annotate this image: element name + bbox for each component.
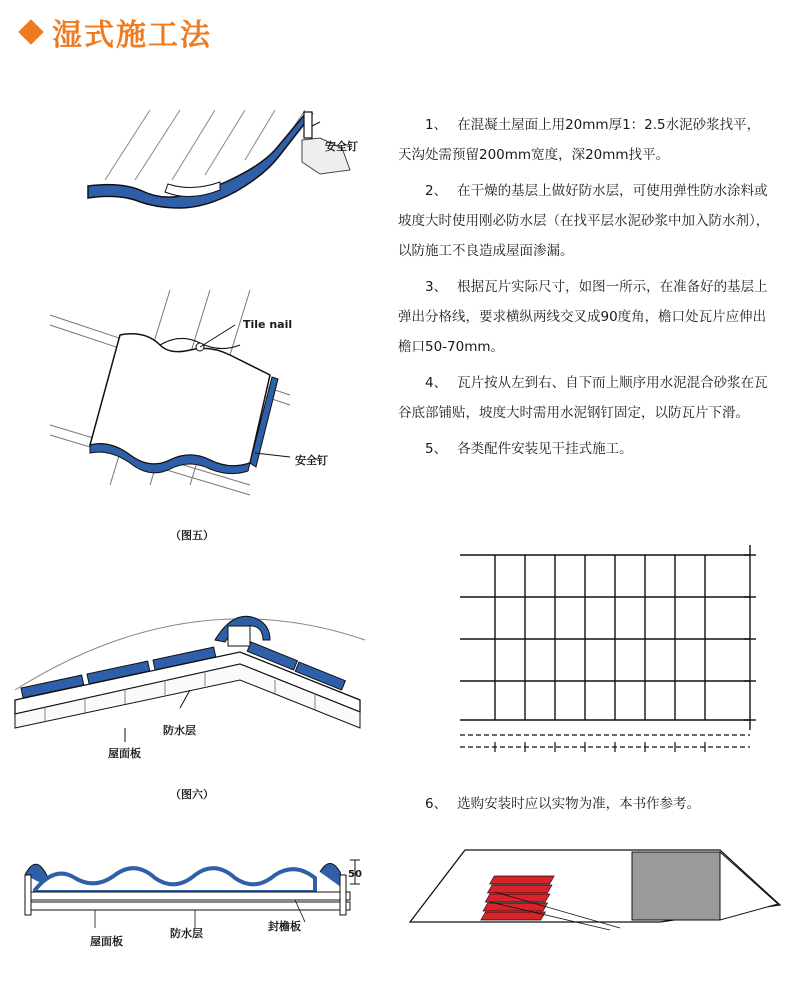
fig6-waterproof-label: 防水层 bbox=[163, 724, 196, 737]
section-header bbox=[18, 12, 212, 52]
fig5-caption: （图五） bbox=[170, 529, 214, 542]
steps-list bbox=[398, 110, 770, 470]
step-item: 3、 根据瓦片实际尺寸，如图一所示，在准备好的基层上弹出分格线，要求横纵两线交叉成90度角，檐口处瓦片应伸出檐口50-70mm。 bbox=[398, 279, 768, 355]
fig5-nail-label: 安全钉 bbox=[295, 454, 328, 467]
fig7-dimension-label: 50 bbox=[348, 869, 362, 880]
page-title: 湿式施工法 bbox=[52, 18, 212, 53]
fig7-eave-board-label: 封檐板 bbox=[268, 920, 301, 933]
step-item: 2、 在干燥的基层上做好防水层，可使用弹性防水涂料或坡度大时使用刚必防水层（在找平层水泥砂浆中加入防水剂），以防施工不良造成屋面渗漏。 bbox=[398, 183, 770, 259]
fig7-roof-board-label: 屋面板 bbox=[90, 935, 123, 948]
figure-6-diagram bbox=[15, 600, 365, 740]
fig6-caption: （图六） bbox=[170, 788, 214, 801]
fig7-waterproof-label: 防水层 bbox=[170, 927, 203, 940]
fig6-roof-board-label: 屋面板 bbox=[108, 747, 141, 760]
step-item: 1、 在混凝土屋面上用20mm厚1：2.5水泥砂浆找平，天沟处需预留200mm宽度，深20mm找平。 bbox=[398, 117, 761, 163]
step-item: 6、 选购安装时应以实物为准，本书作参考。 bbox=[425, 796, 701, 812]
diamond-bullet-icon bbox=[18, 19, 43, 44]
fig1-nail-label: 安全钉 bbox=[325, 140, 358, 153]
figure-1-diagram bbox=[80, 100, 380, 220]
step-item: 4、 瓦片按从左到右、自下而上顺序用水泥混合砂浆在瓦谷底部铺贴，坡度大时需用水泥钢钉固定，以防瓦片下滑。 bbox=[398, 375, 768, 421]
roof-perspective-diagram bbox=[410, 840, 780, 950]
grid-layout-diagram bbox=[460, 545, 770, 760]
figure-7-diagram bbox=[15, 850, 365, 935]
fig5-tile-nail-label: Tile nail bbox=[243, 318, 293, 331]
step-item: 5、 各类配件安装见干挂式施工。 bbox=[425, 441, 633, 457]
